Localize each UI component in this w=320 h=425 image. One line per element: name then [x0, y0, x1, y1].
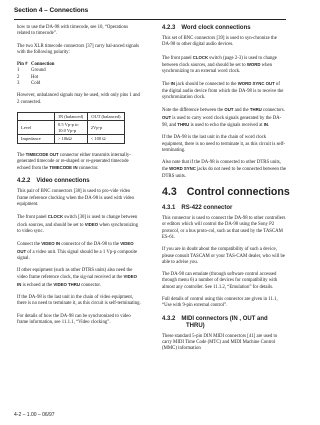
paragraph: If the DA-98 is the last unit in the chain of video equipment, there is no need to terminate it, as this circuit is self-terminating. [17, 295, 141, 307]
text-run: switch [30] is used to change between clock sources, and should be set to [17, 215, 138, 228]
pin-header-num: Pin # [17, 62, 28, 68]
text-run: The front panel [162, 55, 193, 61]
text-run: is used to echo the signals received at [189, 122, 264, 128]
paragraph: If you are in doubt about the compatibility of such a device, please consult TASCAM or your TAS-CAM dealer, who will be able to advise you. [162, 247, 286, 265]
pin-conn: Ground [31, 68, 46, 74]
heading-text: Word clock connections [181, 25, 251, 31]
paragraph: The DA-98 can emulate (through software control accessed through menu 6) a number of devices for compatibility with almost any controller. See 11.1.2, “Emulation” for details. [162, 272, 278, 290]
page-footer: 4-2 – 1.00 – 06/97 [14, 412, 55, 418]
keyword: WORD SYNC [169, 166, 196, 172]
pin-conn: Hot [31, 74, 39, 80]
paragraph: However, unbalanced signals may be used, with only pins 1 and 2 connected. [17, 93, 140, 105]
keyword: TIMECODE IN [49, 165, 78, 171]
section-heading-control [162, 186, 290, 199]
paragraph: This pair of BNC connectors [38] is used to pro-vide video frame reference clocking when the DA-98 is used with video equipment. [17, 189, 135, 208]
page-header [14, 7, 286, 14]
paragraph [17, 241, 141, 262]
pin-conn: Cold [31, 81, 41, 87]
text-run: The [162, 82, 171, 88]
paragraph [17, 214, 141, 235]
text-run: If other equipment (such as other DTRS units) also need the video frame reference clock, the sig-nal received at the [17, 268, 133, 281]
keyword: CLOCK [192, 54, 209, 60]
keyword: VIDEO [84, 221, 99, 227]
heading-text-line2: THRU) [186, 322, 205, 329]
spec-in-level-b: 10.0 Vp-p [58, 127, 77, 133]
heading-text: Control connections [186, 186, 290, 199]
keyword: WORD SYNC OUT [237, 81, 275, 87]
keyword: THRU [249, 107, 262, 113]
text-run: Also note that if the DA-98 is connected to other DTRS units, the [162, 160, 281, 173]
text-run: connector. [79, 282, 101, 288]
pin-table [17, 62, 141, 87]
paragraph: how to use the DA-98 with timecode, see 10, “Operations related to timecode”. [17, 25, 128, 37]
spec-header-row [18, 112, 125, 120]
keyword: VIDEO IN [17, 274, 137, 287]
spec-label: Level [18, 121, 55, 135]
heading-number: 4.3 [162, 186, 177, 199]
text-run: jacks do not need to be connected between the DTRS units. [162, 167, 286, 179]
spec-in-level [55, 121, 88, 135]
left-column [17, 25, 141, 332]
subsection-heading-rs422 [162, 205, 286, 212]
keyword: VIDEO IN [41, 241, 61, 247]
text-run: of the digital audio device from which the DA-98 is to receive the synchronization clock. [162, 82, 284, 101]
text-run: when synchronizing to an external word clock. [162, 62, 273, 75]
text-run: of a video unit. This signal should be a 1 Vp-p composite signal. [17, 249, 138, 261]
subsection-heading-word-clock [162, 25, 286, 32]
text-run: when synchronizing to video sync. [17, 222, 139, 234]
pin-row [17, 81, 141, 87]
keyword: CLOCK [47, 214, 64, 220]
keyword: THRU [177, 121, 190, 127]
pin-num: 2 [17, 74, 20, 80]
heading-number: 4.3.1 [162, 205, 176, 212]
text-run: and the [233, 108, 250, 114]
spec-in-level-a: 0.5 Vp-p to [58, 122, 79, 128]
spec-row-level [18, 121, 125, 135]
paragraph: Full details of control using this connector are given in 11.1, “Use with 9-pin external control”. [162, 297, 278, 309]
heading-text: RS-422 connector [181, 205, 233, 212]
text-run: connector of the DA-98 to the [60, 242, 121, 248]
paragraph: The two XLR timecode connectors [37] carry bal-anced signals with the following polarity: [17, 43, 140, 55]
paragraph [17, 268, 141, 289]
keyword: VIDEO THRU [53, 281, 80, 287]
keyword: IN [170, 81, 175, 87]
text-run: jack should be connected to the [174, 82, 238, 88]
heading-number: 4.2.3 [162, 25, 176, 31]
heading-text: Video connections [36, 178, 90, 185]
paragraph: This set of BNC connectors [39] is used to syn-chronize the DA-98 to other digital audio devices. [162, 36, 277, 48]
paragraph: For details of how the DA-98 can be synchronized to video frame information, see 11.1.1, “Video clocking”. [17, 313, 131, 325]
subsection-heading-midi [162, 316, 286, 330]
text-run: . [268, 122, 270, 128]
paragraph [162, 107, 286, 129]
spec-header-in: IN (balanced) [55, 112, 88, 120]
spec-header-out: OUT (balanced) [87, 112, 124, 120]
text-run: Note the difference between the [162, 108, 225, 114]
paragraph: This connector is used to connect the DA-98 to other controllers or editors which will control the DA-98 using the Sony P2 protocol, or a bus proto-col, such as that used by the TASCAM ES-61. [162, 216, 286, 240]
spec-header-blank [18, 112, 55, 120]
paragraph [17, 152, 141, 173]
spec-out-level: 2Vp-p [87, 121, 124, 135]
text-run: is used to carry word clock signals generated by the DA-98, and [162, 115, 282, 128]
keyword: WORD [246, 61, 261, 67]
paragraph [162, 160, 286, 180]
text-run: connector. [77, 166, 99, 172]
heading-number: 4.3.2 [162, 315, 176, 322]
right-column [162, 25, 290, 359]
keyword: OUT [162, 114, 172, 120]
text-run: is echoed at the [21, 282, 54, 288]
heading-text: MIDI connectors (IN , OUT and [181, 315, 268, 322]
text-run: Connect the [17, 242, 42, 248]
section-title: Section 4 – Connections [14, 7, 89, 14]
paragraph [162, 81, 286, 101]
paragraph: These standard 5-pin DIN MIDI connectors [41] are used to carry MIDI Time Code (MTC) and MIDI Machine Control (MMC) information [162, 333, 278, 352]
text-run: The front panel [17, 215, 48, 221]
spec-out-impedance: < 100 Ω [87, 135, 124, 143]
keyword: OUT [224, 107, 234, 113]
paragraph: If the DA-98 is the last unit in the chain of word clock equipment, there is no need to terminate it, as this circuit is self-terminating. [162, 135, 286, 153]
text-run: connectors. [261, 108, 285, 114]
spec-row-impedance [18, 135, 125, 143]
keyword: VIDEO OUT [17, 241, 134, 254]
pin-num: 3 [17, 81, 20, 87]
text-run: connector either transmits internally-generated timecode or re-shaped or re-generated timecode echoed from the [17, 152, 131, 172]
text-run: The [17, 152, 26, 158]
timecode-spec-table [17, 112, 125, 144]
pin-num: 1 [17, 68, 20, 74]
pin-header-conn: Connection [31, 62, 55, 68]
header-rule [14, 19, 286, 20]
keyword: IN [263, 121, 269, 127]
keyword: TIMECODE OUT [25, 151, 59, 157]
heading-number: 4.2.2 [17, 178, 31, 185]
paragraph [162, 55, 286, 76]
spec-label: Impedance [18, 135, 55, 143]
spec-in-impedance: > 10kΩ [55, 135, 88, 143]
text-run: switch (page 2-3) is used to change between clock sources, and should be set to [162, 55, 277, 68]
subsection-heading-video [17, 178, 141, 185]
